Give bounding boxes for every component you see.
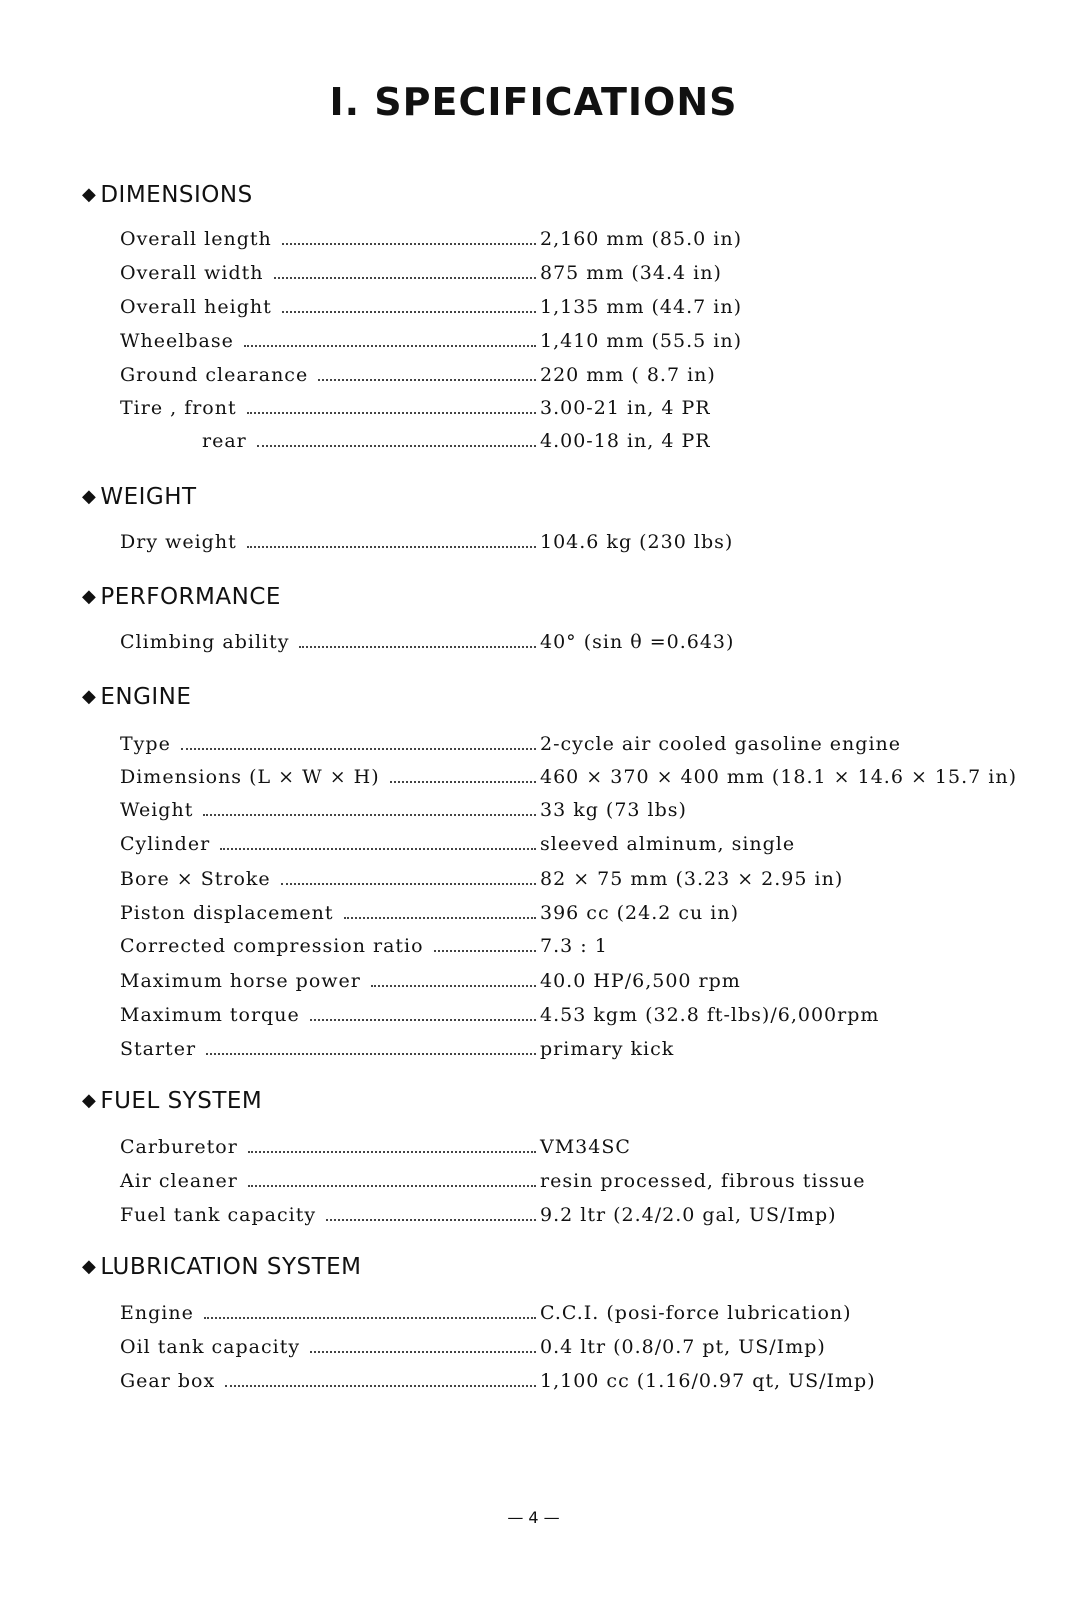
spec-value: 220 mm ( 8.7 in) (540, 364, 716, 386)
spec-label: Cylinder (120, 833, 216, 855)
spec-value: 82 × 75 mm (3.23 × 2.95 in) (540, 868, 844, 890)
spec-value: 4.53 kgm (32.8 ft-lbs)/6,000rpm (540, 1004, 880, 1026)
section-heading-lubrication-system (82, 1254, 362, 1280)
section-heading-label: DIMENSIONS (100, 182, 253, 208)
spec-value: 7.3 : 1 (540, 935, 608, 957)
spec-row (120, 1302, 940, 1332)
spec-row (120, 296, 940, 326)
spec-label: Starter (120, 1038, 202, 1060)
spec-value: 2-cycle air cooled gasoline engine (540, 733, 902, 755)
spec-label: Fuel tank capacity (120, 1204, 322, 1226)
spec-value: 1,100 cc (1.16/0.97 qt, US/Imp) (540, 1370, 876, 1392)
spec-value: 1,135 mm (44.7 in) (540, 296, 742, 318)
spec-row (120, 1370, 940, 1400)
spec-label: rear (202, 430, 253, 452)
spec-label: Engine (120, 1302, 200, 1324)
leader-dots (244, 345, 536, 347)
leader-dots (310, 1351, 536, 1353)
spec-row (120, 1170, 940, 1200)
spec-row (120, 733, 940, 763)
diamond-bullet-icon: ◆ (82, 486, 97, 507)
spec-label: Dry weight (120, 531, 243, 553)
leader-dots (274, 277, 536, 279)
leader-dots (181, 748, 536, 750)
spec-row (120, 970, 940, 1000)
spec-value: resin processed, fibrous tissue (540, 1170, 866, 1192)
leader-dots (299, 646, 536, 648)
spec-row (120, 397, 940, 427)
section-heading-performance (82, 584, 281, 610)
spec-label: Type (120, 733, 177, 755)
spec-row (120, 935, 940, 965)
leader-dots (225, 1385, 536, 1387)
spec-row (120, 902, 940, 932)
spec-row (120, 364, 940, 394)
spec-value: primary kick (540, 1038, 675, 1060)
spec-label: Corrected compression ratio (120, 935, 430, 957)
leader-dots (281, 883, 536, 885)
leader-dots (390, 781, 536, 783)
spec-label: Weight (120, 799, 199, 821)
leader-dots (220, 848, 536, 850)
spec-row (120, 262, 940, 292)
spec-value: C.C.I. (posi-force lubrication) (540, 1302, 852, 1324)
spec-label: Ground clearance (120, 364, 314, 386)
leader-dots (434, 950, 536, 952)
spec-value: 104.6 kg (230 lbs) (540, 531, 734, 553)
spec-label: Air cleaner (120, 1170, 244, 1192)
spec-value: 4.00-18 in, 4 PR (540, 430, 711, 452)
spec-row (120, 1004, 940, 1034)
spec-label: Maximum horse power (120, 970, 367, 992)
spec-value: 33 kg (73 lbs) (540, 799, 687, 821)
spec-value: 460 × 370 × 400 mm (18.1 × 14.6 × 15.7 in) (540, 766, 1017, 788)
leader-dots (326, 1219, 536, 1221)
leader-dots (371, 985, 536, 987)
spec-value: 40.0 HP/6,500 rpm (540, 970, 741, 992)
spec-value: VM34SC (540, 1136, 631, 1158)
leader-dots (248, 1185, 536, 1187)
spec-label: Overall length (120, 228, 278, 250)
leader-dots (318, 379, 536, 381)
section-heading-fuel-system (82, 1088, 262, 1114)
spec-value: 875 mm (34.4 in) (540, 262, 722, 284)
section-heading-label: ENGINE (100, 684, 192, 710)
diamond-bullet-icon: ◆ (82, 1256, 97, 1277)
spec-label: Carburetor (120, 1136, 244, 1158)
spec-label: Overall width (120, 262, 270, 284)
section-heading-dimensions (82, 182, 253, 208)
spec-row (120, 228, 940, 258)
leader-dots (248, 1151, 536, 1153)
spec-row (120, 1136, 940, 1166)
leader-dots (247, 412, 536, 414)
spec-value: 9.2 ltr (2.4/2.0 gal, US/Imp) (540, 1204, 837, 1226)
leader-dots (206, 1053, 536, 1055)
spec-label: Wheelbase (120, 330, 240, 352)
section-heading-engine (82, 684, 191, 710)
section-heading-weight (82, 484, 197, 510)
spec-row (120, 766, 1017, 796)
leader-dots (310, 1019, 536, 1021)
spec-label: Piston displacement (120, 902, 340, 924)
spec-row (120, 1038, 940, 1068)
spec-label: Maximum torque (120, 1004, 306, 1026)
spec-row (120, 799, 940, 829)
spec-value: 1,410 mm (55.5 in) (540, 330, 742, 352)
spec-row (120, 430, 940, 460)
spec-value: sleeved alminum, single (540, 833, 796, 855)
spec-value: 0.4 ltr (0.8/0.7 pt, US/Imp) (540, 1336, 826, 1358)
leader-dots (282, 311, 536, 313)
spec-row (120, 1336, 940, 1366)
spec-row (120, 531, 940, 561)
section-heading-label: FUEL SYSTEM (100, 1088, 263, 1114)
section-heading-label: WEIGHT (100, 484, 197, 510)
spec-row (120, 631, 940, 661)
spec-label: Climbing ability (120, 631, 295, 653)
leader-dots (257, 445, 536, 447)
section-heading-label: LUBRICATION SYSTEM (100, 1254, 362, 1280)
spec-row (120, 833, 940, 863)
spec-value: 2,160 mm (85.0 in) (540, 228, 742, 250)
section-heading-label: PERFORMANCE (100, 584, 281, 610)
leader-dots (247, 546, 536, 548)
spec-row (120, 330, 940, 360)
leader-dots (282, 243, 536, 245)
leader-dots (203, 814, 536, 816)
spec-row (120, 1204, 940, 1234)
leader-dots (344, 917, 536, 919)
spec-label: Overall height (120, 296, 278, 318)
page-title: I. SPECIFICATIONS (329, 80, 738, 124)
page-number: — 4 — (507, 1508, 560, 1527)
diamond-bullet-icon: ◆ (82, 1090, 97, 1111)
spec-value: 3.00-21 in, 4 PR (540, 397, 711, 419)
leader-dots (204, 1317, 536, 1319)
spec-label: Tire , front (120, 397, 243, 419)
spec-label: Dimensions (L × W × H) (120, 766, 386, 788)
spec-label: Oil tank capacity (120, 1336, 306, 1358)
diamond-bullet-icon: ◆ (82, 686, 97, 707)
diamond-bullet-icon: ◆ (82, 586, 97, 607)
spec-row (120, 868, 940, 898)
spec-label: Gear box (120, 1370, 221, 1392)
spec-value: 40° (sin θ =0.643) (540, 631, 735, 653)
diamond-bullet-icon: ◆ (82, 184, 97, 205)
spec-label: Bore × Stroke (120, 868, 277, 890)
spec-value: 396 cc (24.2 cu in) (540, 902, 740, 924)
